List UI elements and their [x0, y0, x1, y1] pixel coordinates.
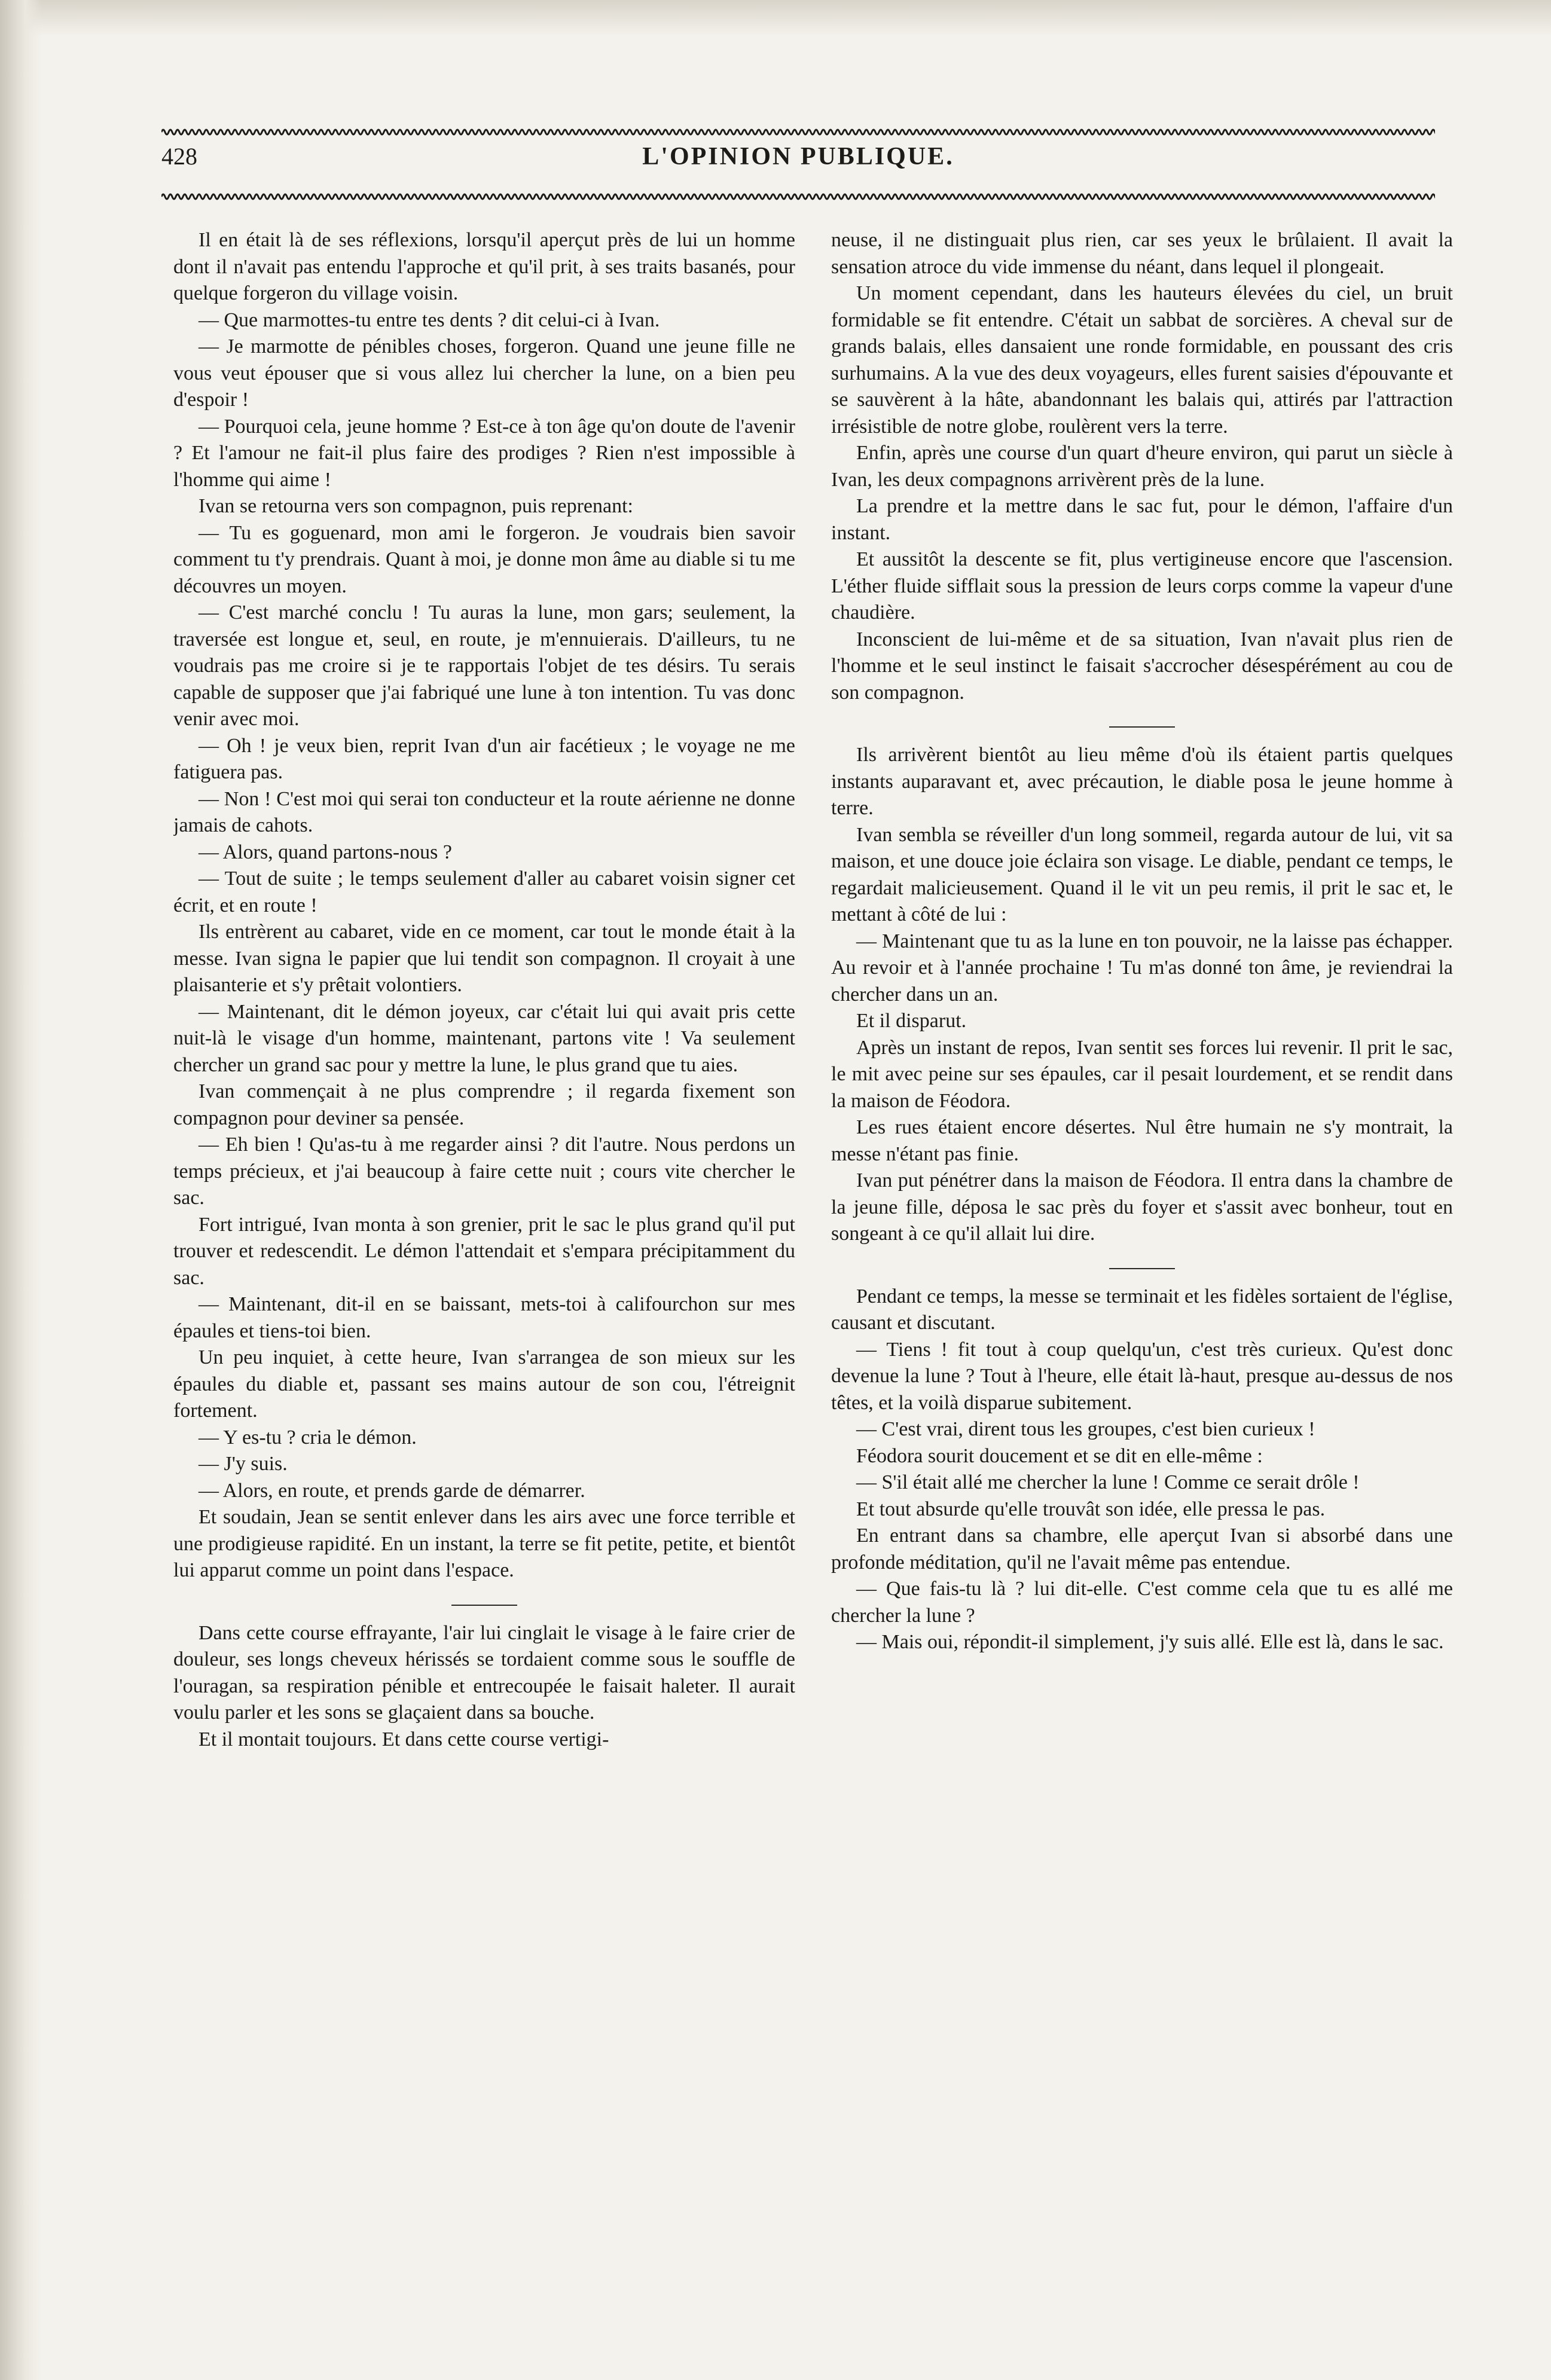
paragraph: — S'il était allé me chercher la lune ! Comme ce serait drôle ! [856, 1471, 1360, 1493]
paragraph: — Tiens ! fit tout à coup quelqu'un, c'est très curieux. Qu'est donc devenue la lune ? Tout à l'heure, elle était là-haut, presque au-dessus de nos têtes, et la voilà disparue subitement. [831, 1338, 1453, 1414]
paragraph: Ivan sembla se réveiller d'un long sommeil, regarda autour de lui, vit sa maison, et une douce joie éclaira son visage. Le diable, pendant ce temps, le regardait malicieusement. Quand il le vit un peu remis, il prit le sac et, le mettant à côté de lui : [831, 823, 1453, 925]
paragraph: — Que fais-tu là ? lui dit-elle. C'est comme cela que tu es allé me chercher la lune ? [831, 1578, 1453, 1627]
paragraph: Fort intrigué, Ivan monta à son grenier, prit le sac le plus grand qu'il put trouver et redescendit. Le démon l'attendait et s'empara précipitamment du sac. [173, 1213, 795, 1289]
paragraph: Il en était là de ses réflexions, lorsqu'il aperçut près de lui un homme dont il n'avait pas entendu l'approche et qu'il prit, à ses traits basanés, pour quelque forgeron du village voisin. [173, 229, 795, 304]
paragraph: — Que marmottes-tu entre tes dents ? dit celui-ci à Ivan. [199, 308, 660, 331]
top-wavy-rule [161, 126, 1435, 139]
paragraph: — C'est marché conclu ! Tu auras la lune, mon gars; seulement, la traversée est longue et, seul, en route, je m'ennuierais. D'ailleurs, tu ne voudrais pas me croire si je te rapportais l'objet de tes désirs. Tu serais capable de supposer que j'ai fabriqué une lune à ton intention. Tu vas donc venir avec moi. [173, 601, 795, 730]
paragraph: Et tout absurde qu'elle trouvât son idée, elle pressa le pas. [856, 1498, 1326, 1520]
paragraph: — Tout de suite ; le temps seulement d'aller au cabaret voisin signer cet écrit, et en route ! [173, 867, 795, 916]
paragraph: Après un instant de repos, Ivan sentit ses forces lui revenir. Il prit le sac, le mit avec peine sur ses épaules, car il pesait lourdement, et se rendit dans la maison de Féodora. [831, 1036, 1453, 1112]
paragraph: — C'est vrai, dirent tous les groupes, c'est bien curieux ! [856, 1418, 1315, 1440]
paragraph: — Alors, en route, et prends garde de démarrer. [199, 1479, 585, 1502]
paragraph: La prendre et la mettre dans le sac fut, pour le démon, l'affaire d'un instant. [831, 495, 1453, 544]
paragraph: — Y es-tu ? cria le démon. [199, 1426, 417, 1449]
paragraph: neuse, il ne distinguait plus rien, car ses yeux le brûlaient. Il avait la sensation atroce du vide immense du néant, dans lequel il plongeait. [831, 229, 1453, 278]
left-column [173, 227, 795, 2355]
paragraph: Féodora sourit doucement et se dit en elle-même : [856, 1444, 1263, 1467]
paragraph: — Maintenant, dit le démon joyeux, car c'était lui qui avait pris cette nuit-là le visage d'un homme, maintenant, partons vite ! Va seulement chercher un grand sac pour y mettre la lune, le plus grand que tu aies. [173, 1000, 795, 1076]
paragraph: Un moment cependant, dans les hauteurs élevées du ciel, un bruit formidable se fit entendre. C'était un sabbat de sorcières. A cheval sur de grands balais, elles dansaient une ronde formidable, en poussant des cris surhumains. A la vue des deux voyageurs, elles furent saisies d'épouvante et se sauvèrent à la hâte, abandonnant les balais qui, attirés par l'attraction irrésistible de notre globe, roulèrent vers la terre. [831, 282, 1453, 438]
paragraph: — Mais oui, répondit-il simplement, j'y suis allé. Elle est là, dans le sac. [856, 1631, 1444, 1653]
paragraph: Et aussitôt la descente se fit, plus vertigineuse encore que l'ascension. L'éther fluide sifflait sous la pression de leurs corps comme la vapeur d'une chaudière. [831, 548, 1453, 624]
paragraph: — Alors, quand partons-nous ? [199, 841, 453, 863]
page-header [161, 142, 1435, 184]
paragraph: — J'y suis. [199, 1453, 288, 1475]
paragraph: — Je marmotte de pénibles choses, forgeron. Quand une jeune fille ne vous veut épouser que si vous allez lui chercher la lune, on a bien peu d'espoir ! [173, 335, 795, 411]
paragraph: Et soudain, Jean se sentit enlever dans les airs avec une force terrible et une prodigieuse rapidité. En un instant, la terre se fit petite, petite, et bientôt lui apparut comme un point dans l'espace. [173, 1506, 795, 1581]
section-separator [451, 1605, 517, 1606]
paragraph: Enfin, après une course d'un quart d'heure environ, qui parut un siècle à Ivan, les deux compagnons arrivèrent près de la lune. [831, 442, 1453, 491]
section-separator [1109, 1268, 1175, 1269]
bottom-wavy-rule [161, 190, 1435, 203]
paragraph: Ivan se retourna vers son compagnon, puis reprenant: [199, 495, 633, 517]
page-number: 428 [161, 143, 197, 170]
paragraph: En entrant dans sa chambre, elle aperçut Ivan si absorbé dans une profonde méditation, qu'il ne l'avait même pas entendue. [831, 1524, 1453, 1574]
paragraph: Ivan commençait à ne plus comprendre ; il regarda fixement son compagnon pour deviner sa pensée. [173, 1080, 795, 1129]
paragraph: Les rues étaient encore désertes. Nul être humain ne s'y montrait, la messe n'étant pas finie. [831, 1116, 1453, 1165]
paragraph: Et il montait toujours. Et dans cette course vertigi- [199, 1728, 609, 1750]
paragraph: Ils entrèrent au cabaret, vide en ce moment, car tout le monde était à la messe. Ivan signa le papier que lui tendit son compagnon. Il croyait à une plaisanterie et s'y prêtait volontiers. [173, 921, 795, 996]
paragraph: Dans cette course effrayante, l'air lui cinglait le visage à le faire crier de douleur, ses longs cheveux hérissés se tordaient comme sous le souffle de l'ouragan, sa respiration pénible et entrecoupée le faisait haleter. Il aurait voulu parler et les sons se glaçaient dans sa bouche. [173, 1621, 795, 1724]
paragraph: — Oh ! je veux bien, reprit Ivan d'un air facétieux ; le voyage ne me fatiguera pas. [173, 734, 795, 783]
paragraph: Ivan put pénétrer dans la maison de Féodora. Il entra dans la chambre de la jeune fille, déposa le sac près du foyer et s'assit avec bonheur, tout en songeant à ce qu'il allait lui dire. [831, 1169, 1453, 1245]
section-separator [1109, 726, 1175, 728]
paragraph: Un peu inquiet, à cette heure, Ivan s'arrangea de son mieux sur les épaules du diable et, passant ses mains autour de son cou, l'étreignit fortement. [173, 1346, 795, 1422]
paragraph: Pendant ce temps, la messe se terminait et les fidèles sortaient de l'église, causant et discutant. [831, 1285, 1453, 1334]
paragraph: Ils arrivèrent bientôt au lieu même d'où ils étaient partis quelques instants auparavant et, avec précaution, le diable posa le jeune homme à terre. [831, 744, 1453, 819]
paragraph: — Eh bien ! Qu'as-tu à me regarder ainsi ? dit l'autre. Nous perdons un temps précieux, et j'ai beaucoup à faire cette nuit ; cours vite chercher le sac. [173, 1134, 795, 1209]
paragraph: Inconscient de lui-même et de sa situation, Ivan n'avait plus rien de l'homme et le seul instinct le faisait s'accrocher désespérément au cou de son compagnon. [831, 628, 1453, 704]
paragraph: — Maintenant, dit-il en se baissant, mets-toi à califourchon sur mes épaules et tiens-toi bien. [173, 1293, 795, 1342]
scan-shadow-left [0, 0, 42, 2380]
paragraph: — Pourquoi cela, jeune homme ? Est-ce à ton âge qu'on doute de l'avenir ? Et l'amour ne fait-il plus faire des prodiges ? Rien n'est impossible à l'homme qui aime ! [173, 415, 795, 491]
running-title: L'OPINION PUBLIQUE. [642, 143, 954, 170]
paragraph: — Maintenant que tu as la lune en ton pouvoir, ne la laisse pas échapper. Au revoir et à l'année prochaine ! Tu m'as donné ton âme, je reviendrai la chercher dans un an. [831, 930, 1453, 1006]
paragraph: — Tu es goguenard, mon ami le forgeron. Je voudrais bien savoir comment tu t'y prendrais. Quant à moi, je donne mon âme au diable si tu me découvres un moyen. [173, 521, 795, 597]
scan-shadow-top [0, 0, 1551, 36]
right-column [831, 227, 1453, 2355]
paragraph: Et il disparut. [856, 1010, 967, 1032]
paragraph: — Non ! C'est moi qui serai ton conducteur et la route aérienne ne donne jamais de cahots. [173, 787, 795, 836]
